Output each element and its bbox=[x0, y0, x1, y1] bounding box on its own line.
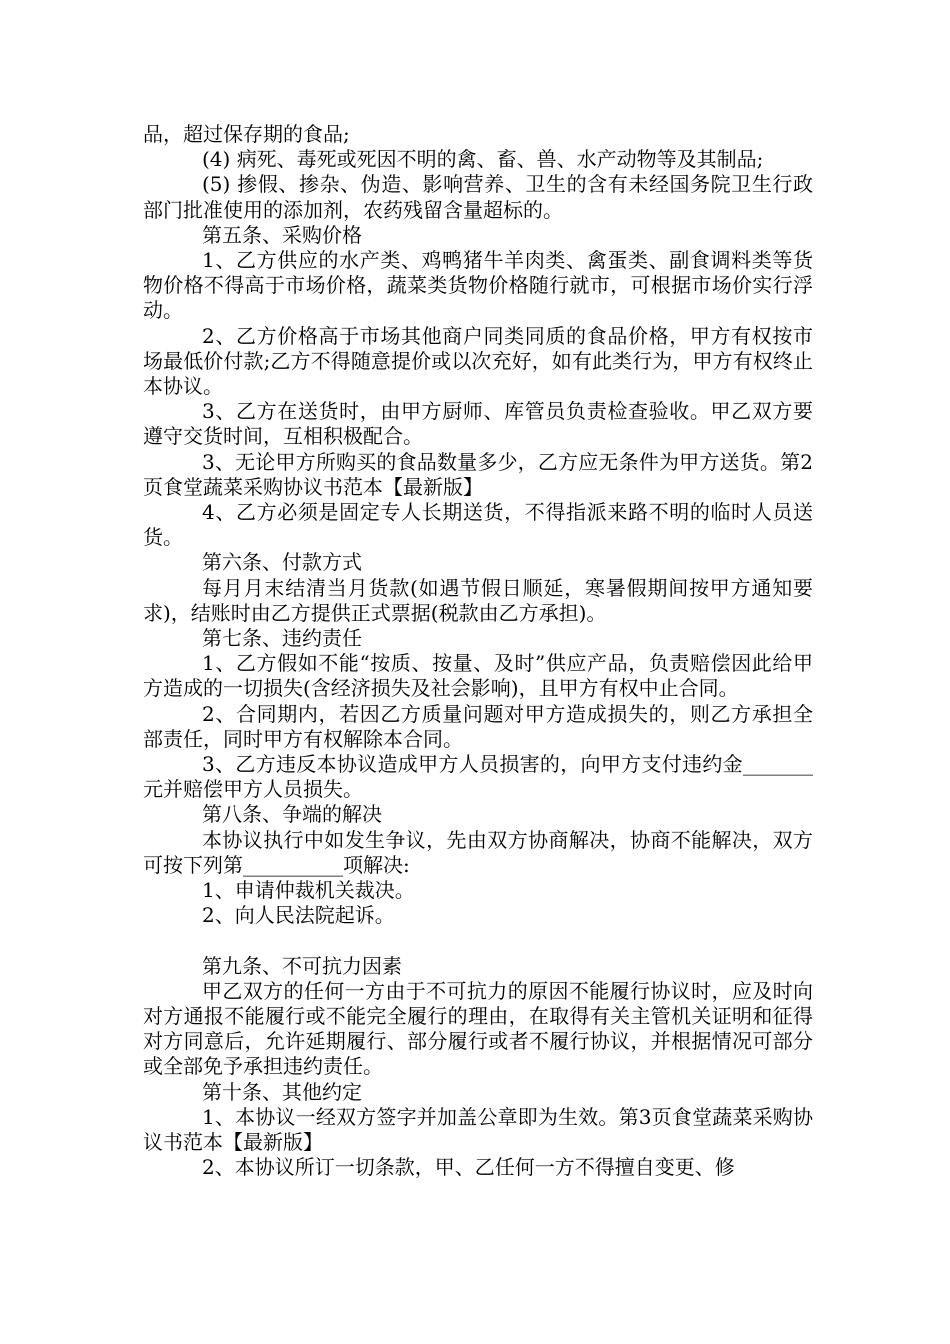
paragraph: 每月月末结清当月货款(如遇节假日顺延，寒暑假期间按甲方通知要求)，结账时由乙方提供正式票据(税款由乙方承担)。 bbox=[143, 575, 813, 625]
paragraph: 品，超过保存期的食品; bbox=[143, 122, 350, 146]
paragraph: 2、乙方价格高于市场其他商户同类同质的食品价格，甲方有权按市场最低价付款;乙方不得随意提价或以次充好，如有此类行为，甲方有权终止本协议。 bbox=[143, 323, 813, 399]
blank-line bbox=[143, 929, 813, 954]
section-heading: 第八条、争端的解决 bbox=[202, 802, 382, 827]
paragraph: 3、乙方违反本协议造成甲方人员损害的，向甲方支付违约金_______元并赔偿甲方人员损失。 bbox=[143, 752, 813, 802]
paragraph: 1、乙方假如不能“按质、按量、及时”供应产品，负责赔偿因此给甲方造成的一切损失(含经济损失及社会影响)，且甲方有权中止合同。 bbox=[143, 651, 813, 701]
paragraph: 1、本协议一经双方签字并加盖公章即为生效。第3页食堂蔬菜采购协议书范本【最新版】 bbox=[143, 1104, 813, 1154]
paragraph: 1、申请仲裁机关裁决。 bbox=[202, 878, 415, 903]
section-heading: 第十条、其他约定 bbox=[202, 1079, 362, 1104]
paragraph: (4) 病死、毒死或死因不明的禽、畜、兽、水产动物等及其制品; bbox=[202, 147, 764, 172]
section-heading: 第六条、付款方式 bbox=[202, 550, 362, 575]
paragraph: 2、本协议所订一切条款，甲、乙任何一方不得擅自变更、修 bbox=[202, 1155, 735, 1180]
paragraph: (5) 掺假、掺杂、伪造、影响营养、卫生的含有未经国务院卫生行政部门批准使用的添加剂，农药残留含量超标的。 bbox=[143, 172, 813, 222]
section-heading: 第七条、违约责任 bbox=[202, 626, 362, 651]
section-heading: 第九条、不可抗力因素 bbox=[202, 953, 402, 978]
paragraph: 3、无论甲方所购买的食品数量多少，乙方应无条件为甲方送货。第2页食堂蔬菜采购协议书范本【最新版】 bbox=[143, 449, 813, 499]
paragraph: 甲乙双方的任何一方由于不可抗力的原因不能履行协议时，应及时向对方通报不能履行或不能完全履行的理由，在取得有关主管机关证明和征得对方同意后，允许延期履行、部分履行或者不履行协议，并根据情况可部分或全部免予承担违约责任。 bbox=[143, 978, 813, 1079]
paragraph: 1、乙方供应的水产类、鸡鸭猪牛羊肉类、禽蛋类、副食调料类等货物价格不得高于市场价格，蔬菜类货物价格随行就市，可根据市场价实行浮动。 bbox=[143, 248, 813, 323]
section-heading: 第五条、采购价格 bbox=[202, 222, 362, 247]
paragraph: 2、向人民法院起诉。 bbox=[202, 903, 395, 928]
paragraph: 2、合同期内，若因乙方质量问题对甲方造成损失的，则乙方承担全部责任，同时甲方有权解除本合同。 bbox=[143, 701, 813, 751]
document-page bbox=[143, 122, 813, 1180]
paragraph: 3、乙方在送货时，由甲方厨师、库管员负责检查验收。甲乙双方要遵守交货时间，互相积极配合。 bbox=[143, 399, 813, 449]
paragraph: 本协议执行中如发生争议，先由双方协商解决，协商不能解决，双方可按下列第__________项解决: bbox=[143, 827, 813, 877]
paragraph: 4、乙方必须是固定专人长期送货，不得指派来路不明的临时人员送货。 bbox=[143, 500, 813, 550]
